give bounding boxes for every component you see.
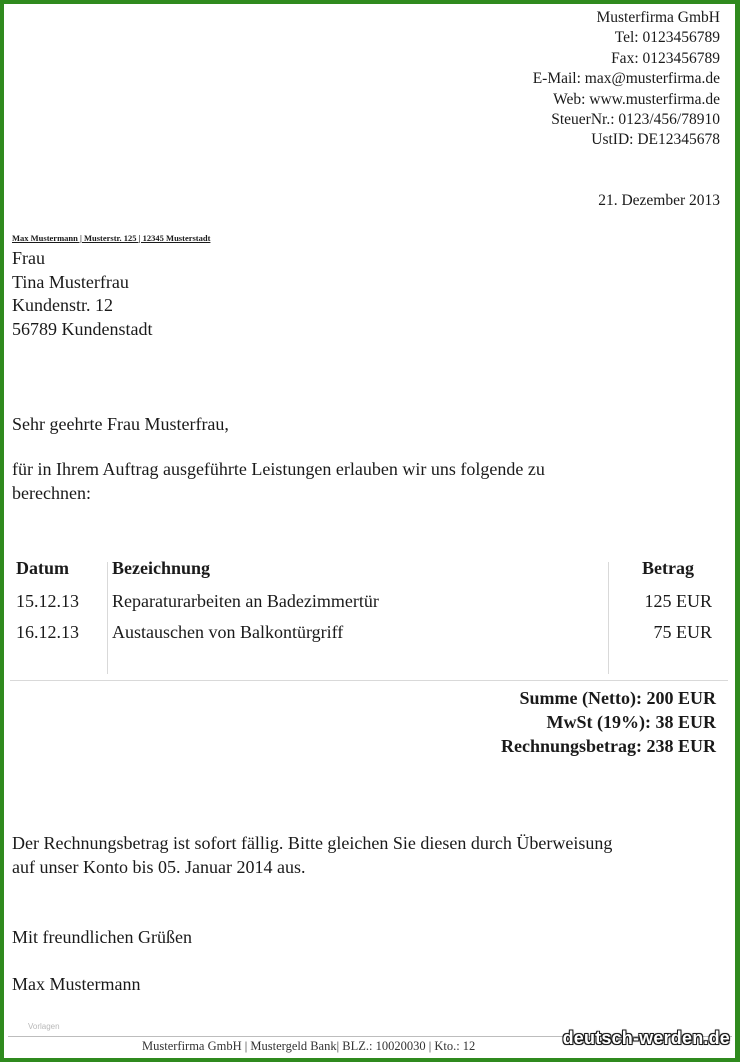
- recipient-name: Tina Musterfrau: [12, 271, 129, 292]
- sender-email: E-Mail: max@musterfirma.de: [532, 70, 720, 88]
- total-vat: MwSt (19%): 38 EUR: [546, 712, 716, 732]
- intro-paragraph: [12, 458, 545, 505]
- site-watermark: deutsch-werden.de: [562, 1028, 730, 1048]
- header-amount: Betrag: [642, 558, 694, 578]
- intro-line: berechnen:: [12, 482, 91, 503]
- sender-fax: Fax: 0123456789: [611, 49, 720, 67]
- recipient-title: Frau: [12, 248, 45, 268]
- sender-tel: Tel: 0123456789: [614, 29, 720, 47]
- sender-block: [533, 8, 720, 151]
- row-date: 16.12.13: [16, 622, 79, 642]
- recipient-address: [12, 247, 152, 341]
- table-divider: [608, 562, 609, 674]
- total-net: Summe (Netto): 200 EUR: [519, 688, 716, 708]
- header-description: Bezeichnung: [112, 558, 211, 578]
- table-bottom-rule: [10, 680, 728, 681]
- salutation: Sehr geehrte Frau Musterfrau,: [12, 414, 229, 434]
- total-gross: Rechnungsbetrag: 238 EUR: [500, 736, 716, 756]
- sender-company: Musterfirma GmbH: [596, 9, 720, 26]
- return-address-line: Max Mustermann | Musterstr. 125 | 12345 Musterstadt: [12, 233, 211, 243]
- sender-tax-number: SteuerNr.: 0123/456/78910: [551, 111, 720, 129]
- table-divider: [107, 562, 108, 674]
- closing-phrase: Mit freundlichen Grüßen: [12, 927, 192, 947]
- row-description: Austauschen von Balkontürgriff: [112, 622, 344, 642]
- payment-line: auf unser Konto bis 05. Januar 2014 aus.: [12, 856, 306, 877]
- sender-vat-id: UstID: DE12345678: [591, 131, 720, 149]
- payment-line: Der Rechnungsbetrag ist sofort fällig. Bitte gleichen Sie diesen durch Überweisung: [12, 833, 613, 853]
- signature-name: Max Mustermann: [12, 974, 141, 994]
- row-amount: 125 EUR: [644, 591, 712, 611]
- row-date: 15.12.13: [16, 591, 79, 611]
- footer-bank-details: Musterfirma GmbH | Mustergeld Bank| BLZ.: 10020030 | Kto.: 12: [142, 1039, 476, 1053]
- payment-paragraph: [12, 832, 612, 879]
- row-description: Reparaturarbeiten an Badezimmertür: [112, 591, 379, 611]
- intro-line: für in Ihrem Auftrag ausgeführte Leistungen erlauben wir uns folgende zu: [12, 459, 545, 479]
- recipient-street: Kundenstr. 12: [12, 295, 113, 315]
- letter-date: 21. Dezember 2013: [598, 192, 720, 209]
- recipient-city: 56789 Kundenstadt: [12, 318, 153, 339]
- sender-web: Web: www.musterfirma.de: [553, 90, 720, 108]
- small-watermark: Vorlagen: [28, 1022, 60, 1031]
- totals-block: [501, 686, 716, 758]
- header-date: Datum: [16, 558, 69, 578]
- row-amount: 75 EUR: [653, 622, 712, 642]
